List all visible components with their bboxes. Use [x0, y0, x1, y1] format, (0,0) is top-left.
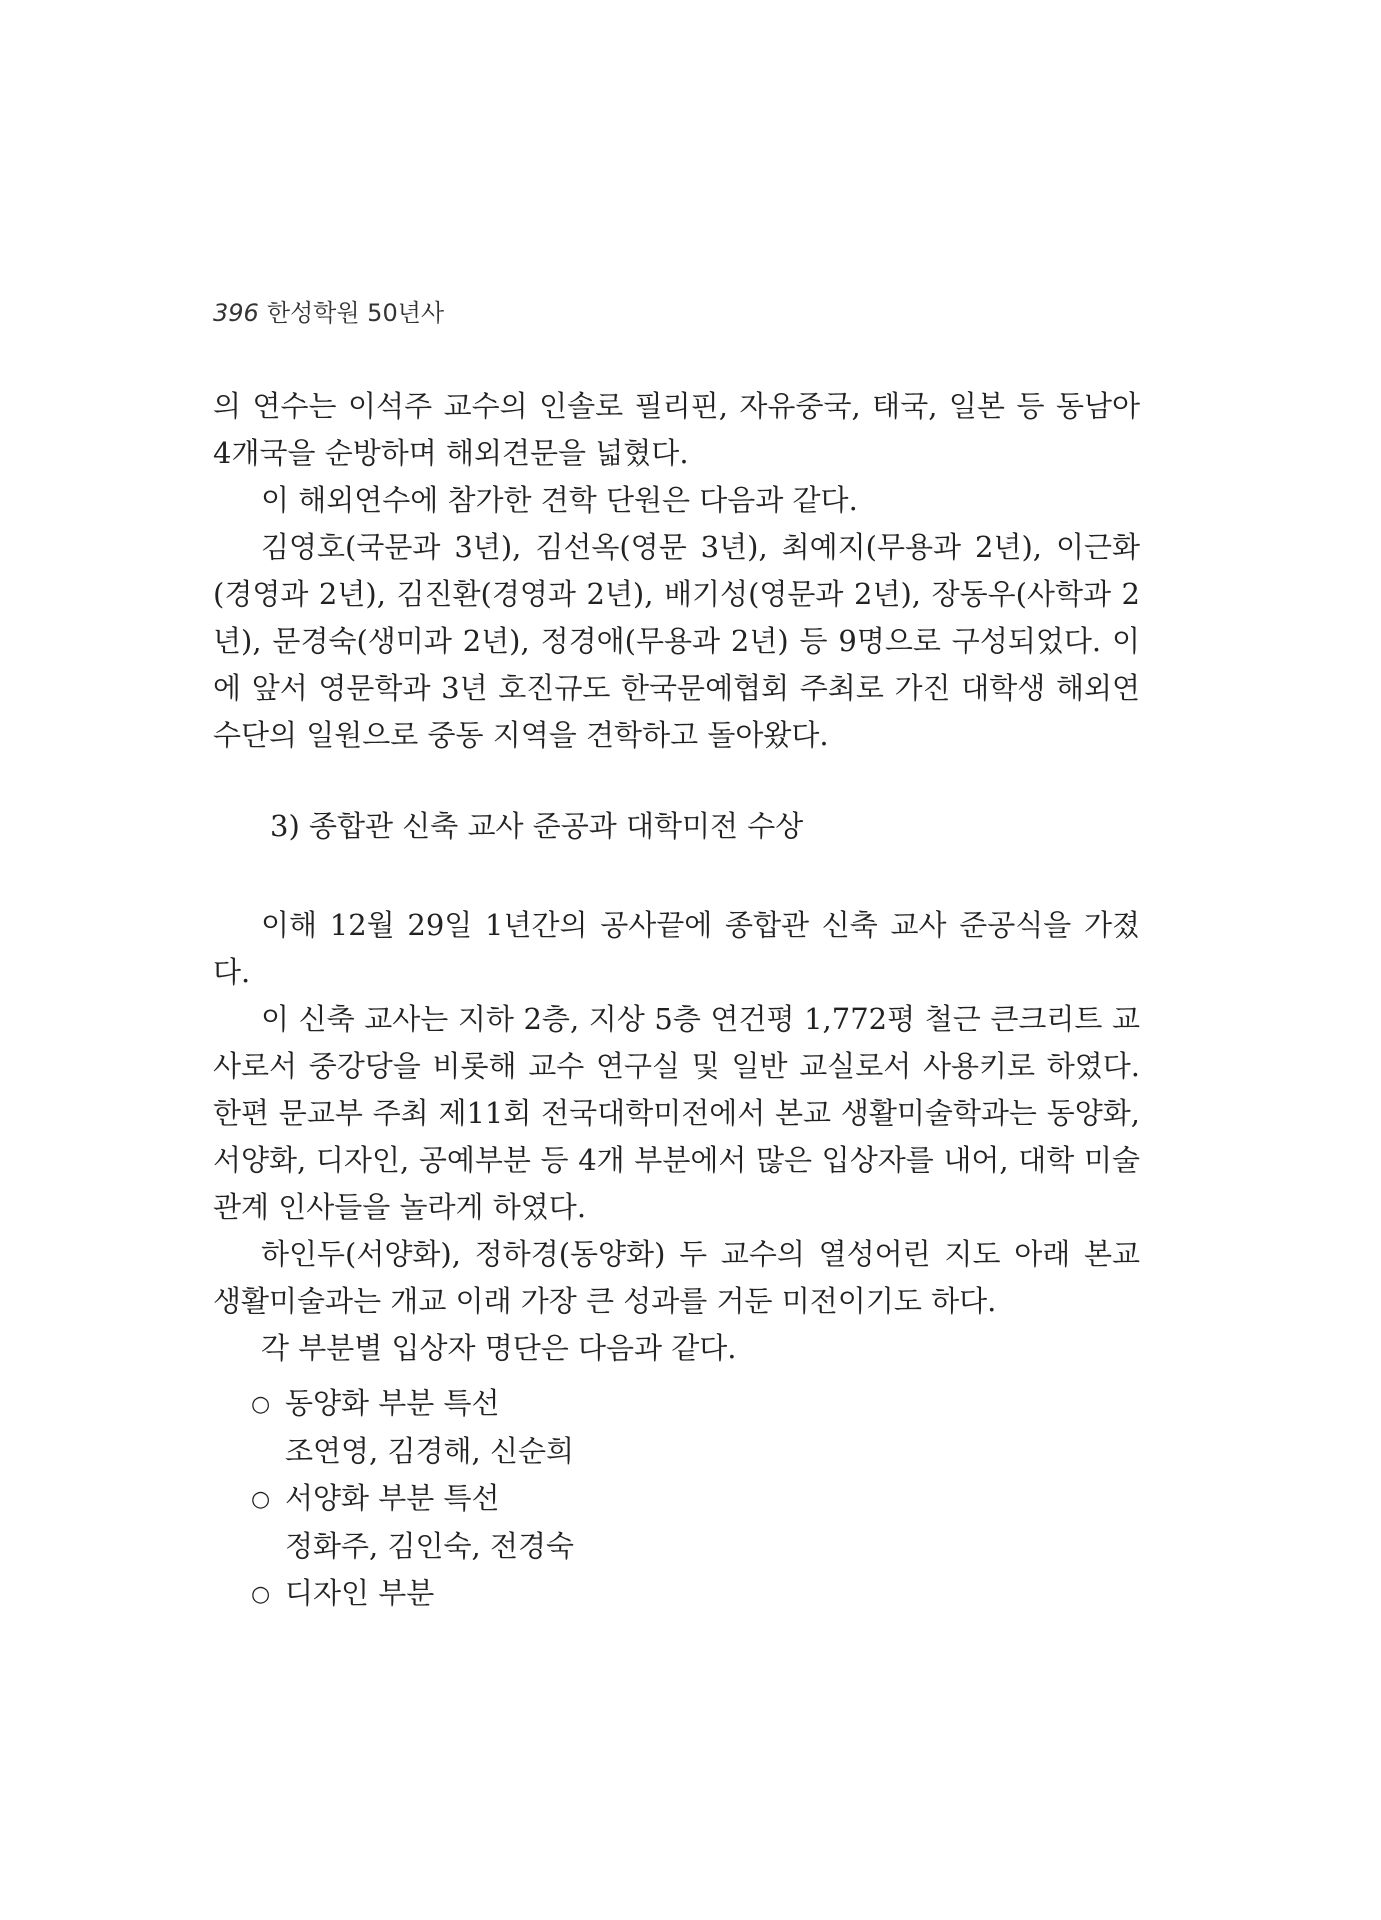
bullet-icon: ○ — [251, 1487, 271, 1512]
paragraph: 의 연수는 이석주 교수의 인솔로 필리핀, 자유중국, 태국, 일본 등 동남아 4개국을 순방하며 해외견문을 넓혔다. — [213, 389, 1140, 470]
paragraph: 이 해외연수에 참가한 견학 단원은 다음과 같다. — [261, 483, 858, 517]
paragraph: 각 부분별 입상자 명단은 다음과 같다. — [261, 1331, 737, 1365]
bullet-icon: ○ — [251, 1392, 271, 1417]
section-overseas-training — [213, 383, 1140, 759]
paragraph: 이 신축 교사는 지하 2층, 지상 5층 연건평 1,772평 철근 큰크리트 교사로서 중강당을 비롯해 교수 연구실 및 일반 교실로서 사용키로 하였다. 한편 문교부 주최 제11회 전국대학미전에서 본교 생활미술학과는 동양화, 서양화, 디자인, 공예부분 등 4개 부분에서 많은 입상자를 내어, 대학 미술관계 인사들을 놀라게 하였다. — [213, 1002, 1140, 1224]
section-heading: 3) 종합관 신축 교사 준공과 대학미전 수상 — [270, 809, 804, 843]
section-building-and-exhibition — [213, 902, 1140, 1372]
running-header — [213, 293, 444, 328]
award-category: 동양화 부분 특선 — [285, 1386, 500, 1420]
list-item — [251, 1570, 574, 1618]
paragraph: 이해 12월 29일 1년간의 공사끝에 종합관 신축 교사 준공식을 가졌다. — [213, 908, 1140, 989]
paragraph: 하인두(서양화), 정하경(동양화) 두 교수의 열성어린 지도 아래 본교 생활미술과는 개교 이래 가장 큰 성과를 거둔 미전이기도 하다. — [213, 1237, 1140, 1318]
paragraph: 김영호(국문과 3년), 김선옥(영문 3년), 최예지(무용과 2년), 이근화(경영과 2년), 김진환(경영과 2년), 배기성(영문과 2년), 장동우(사학과 2년), 문경숙(생미과 2년), 정경애(무용과 2년) 등 9명으로 구성되었다. 이에 앞서 영문학과 3년 호진규도 한국문예협회 주최로 가진 대학생 해외연수단의 일원으로 중동 지역을 견학하고 돌아왔다. — [213, 530, 1140, 752]
bullet-icon: ○ — [251, 1582, 271, 1607]
award-category: 서양화 부분 특선 — [285, 1481, 500, 1515]
award-category: 디자인 부분 — [285, 1576, 435, 1610]
award-names: 조연영, 김경해, 신순희 — [285, 1434, 574, 1468]
award-names: 정화주, 김인숙, 전경숙 — [285, 1529, 574, 1563]
list-item — [251, 1380, 574, 1428]
page-number: 396 — [213, 299, 259, 327]
book-title: 한성학원 50년사 — [266, 299, 445, 327]
list-item — [251, 1475, 574, 1523]
award-list — [251, 1380, 574, 1618]
